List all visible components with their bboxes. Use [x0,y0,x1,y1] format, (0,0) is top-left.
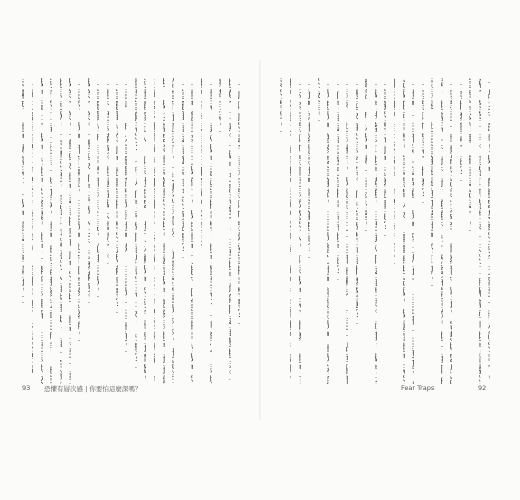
text-column [41,78,43,384]
text-column [88,78,90,384]
text-column [346,78,348,384]
text-column [441,78,443,384]
text-column [479,78,481,384]
page-number-right: 92 [478,384,487,392]
text-column [22,78,24,384]
text-column [450,78,452,384]
text-column [116,78,118,384]
text-column [191,78,193,384]
left-page [22,78,240,384]
text-column [403,78,405,384]
text-column [299,78,301,384]
text-column [69,78,71,384]
text-column [238,78,240,384]
text-column [229,78,231,384]
text-column [135,78,137,384]
text-column [182,78,184,384]
text-column [97,78,99,384]
page-number-left: 93 [22,384,31,392]
text-column [125,78,127,384]
text-column [412,78,414,384]
text-column [32,78,34,384]
running-head-right: Fear Traps [401,384,435,392]
text-column [356,78,358,384]
text-column [375,78,377,384]
text-column [394,78,396,384]
text-column [308,78,310,384]
text-column [488,78,490,384]
gutter-shadow [259,60,261,420]
text-column [280,78,282,384]
text-column [327,78,329,384]
text-column [172,78,174,384]
text-column [60,78,62,384]
text-column [210,78,212,384]
text-column [290,78,292,384]
text-column [163,78,165,384]
text-column [219,78,221,384]
text-column [154,78,156,384]
right-page [280,78,490,384]
text-column [365,78,367,384]
text-column [422,78,424,384]
text-column [318,78,320,384]
text-column [431,78,433,384]
text-column [78,78,80,384]
text-column [384,78,386,384]
text-column [469,78,471,384]
text-column [144,78,146,384]
text-column [337,78,339,384]
text-column [50,78,52,384]
text-column [460,78,462,384]
text-column [107,78,109,384]
text-column [201,78,203,384]
running-head-left: 恐懼有層次感 | 你要怕這麼深嗎？ [44,385,142,393]
